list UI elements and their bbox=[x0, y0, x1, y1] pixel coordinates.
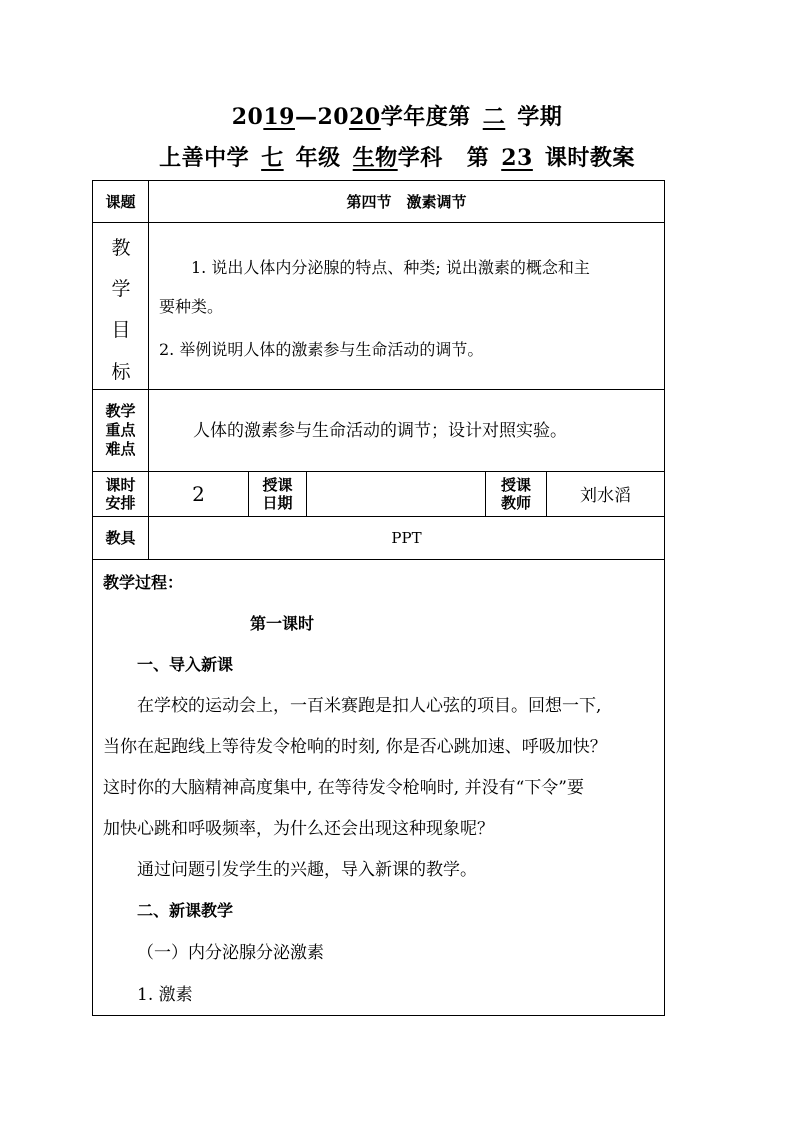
section-heading-intro: 一、导入新课 bbox=[137, 655, 234, 674]
goals-label-4: 标 bbox=[111, 361, 131, 383]
lesson-heading: 第一课时 bbox=[250, 614, 315, 633]
date-label: 授课 日期 bbox=[262, 475, 293, 512]
lesson-plan-table bbox=[92, 180, 665, 1016]
subsection-heading: （一）内分泌腺分泌激素 bbox=[137, 943, 324, 963]
goals-label-3: 目 bbox=[111, 319, 131, 341]
goals-label-1: 教 bbox=[111, 237, 131, 259]
title-school-line: 上善中学 七 年级 生物学科 第 23 课时教案 bbox=[159, 145, 635, 171]
section-heading-new: 二、新课教学 bbox=[137, 901, 234, 920]
goal-2: 2. 举例说明人体的激素参与生命活动的调节。 bbox=[159, 340, 484, 359]
process-title: 教学过程： bbox=[103, 573, 184, 592]
hours-label: 课时 安排 bbox=[105, 475, 136, 512]
row-divider bbox=[93, 559, 664, 560]
date-value bbox=[307, 471, 485, 516]
topic-value: 第四节 激素调节 bbox=[346, 193, 467, 211]
tools-value: PPT bbox=[391, 528, 422, 547]
paragraph-line: 在学校的运动会上，一百米赛跑是扣人心弦的项目。回想一下, bbox=[137, 696, 602, 716]
keypoint-label: 教学 重点 难点 bbox=[105, 401, 136, 458]
teacher-label: 授课 教师 bbox=[500, 475, 531, 512]
paragraph-line: 通过问题引发学生的兴趣，导入新课的教学。 bbox=[137, 860, 477, 880]
list-item: 1. 激素 bbox=[137, 985, 193, 1005]
tools-label: 教具 bbox=[105, 529, 136, 547]
paragraph-line: 加快心跳和呼吸频率，为什么还会出现这种现象呢？ bbox=[103, 819, 494, 839]
row-divider bbox=[93, 222, 664, 223]
keypoint-value: 人体的激素参与生命活动的调节；设计对照实验。 bbox=[193, 421, 567, 441]
goal-1-line-1: 1. 说出人体内分泌腺的特点、种类; 说出激素的概念和主 bbox=[191, 258, 590, 277]
goal-1-line-2: 要种类。 bbox=[159, 297, 224, 316]
goals-label-2: 学 bbox=[111, 278, 131, 300]
title-term-line: 2019—2020学年度第 二 学期 bbox=[231, 104, 563, 130]
row-divider bbox=[93, 389, 664, 390]
paragraph-line: 当你在起跑线上等待发令枪响的时刻, 你是否心跳加速、呼吸加快？ bbox=[103, 737, 607, 757]
teacher-value: 刘水滔 bbox=[580, 486, 631, 506]
paragraph-line: 这时你的大脑精神高度集中, 在等待发令枪响时, 并没有“下令”要 bbox=[103, 778, 584, 798]
topic-label: 课题 bbox=[105, 193, 136, 211]
hours-value: 2 bbox=[192, 481, 205, 506]
